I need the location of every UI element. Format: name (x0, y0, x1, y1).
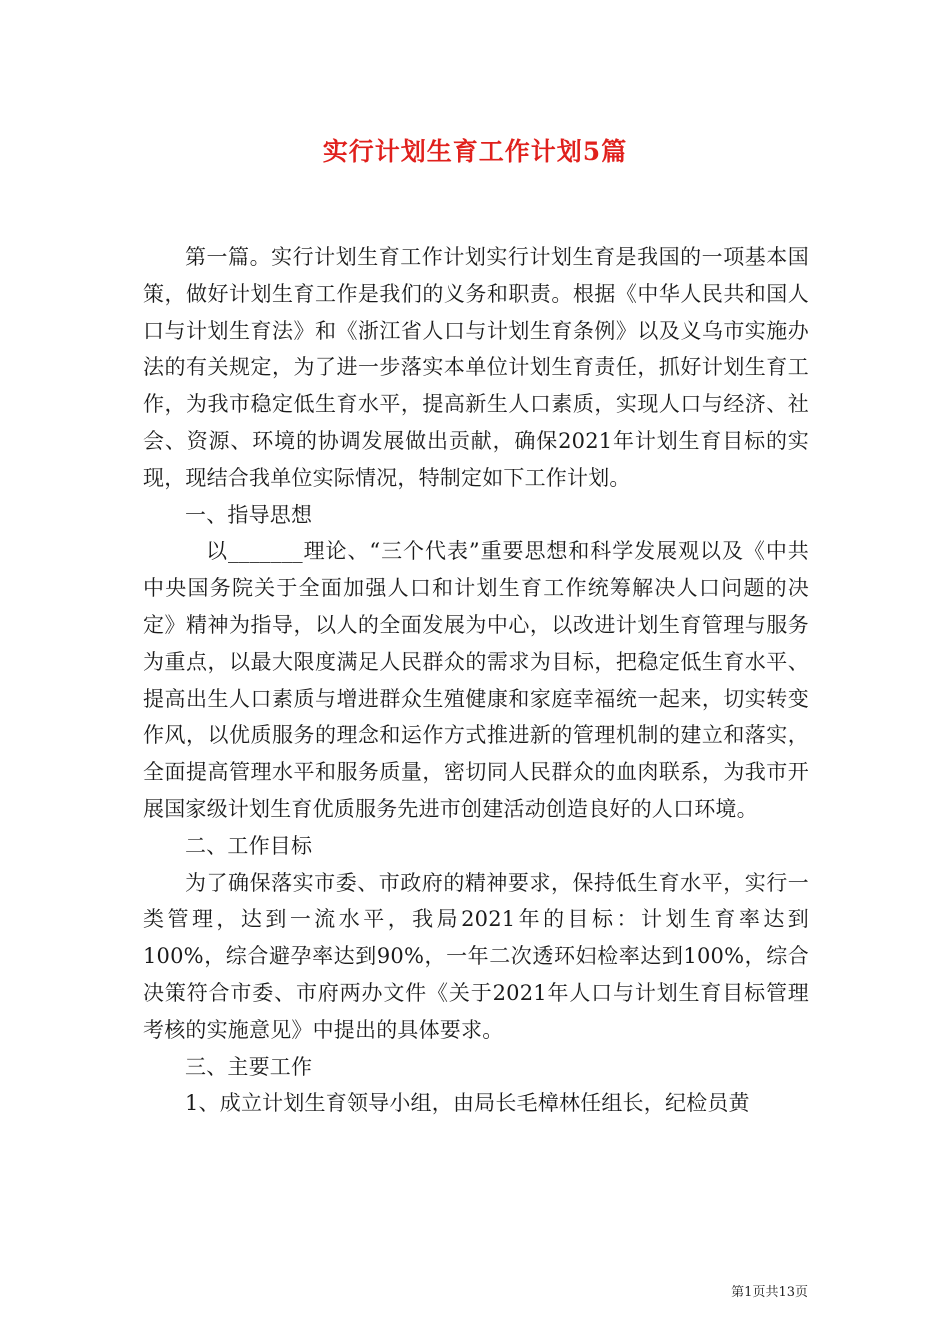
section-heading-3: 三、主要工作 (185, 1054, 313, 1079)
document-body (143, 239, 809, 1122)
document-title: 实行计划生育工作计划5篇 (322, 137, 628, 166)
paragraph-guiding-thought: 以_______理论、“三个代表”重要思想和科学发展观以及《中共中央国务院关于全面加强人口和计划生育工作统筹解决人口问题的决定》精神为指导，以人的全面发展为中心，以改进计划生育管理与服务为重点，以最大限度满足人民群众的需求为目标，把稳定低生育水平、提高出生人口素质与增进群众生殖健康和家庭幸福统一起来，切实转变作风，以优质服务的理念和运作方式推进新的管理机制的建立和落实，全面提高管理水平和服务质量，密切同人民群众的血肉联系，为我市开展国家级计划生育优质服务先进市创建活动创造良好的人口环境。 (143, 539, 809, 821)
paragraph-main-work-1: 1、成立计划生育领导小组，由局长毛樟林任组长，纪检员黄 (185, 1091, 750, 1116)
section-heading-2: 二、工作目标 (185, 833, 313, 858)
paragraph-work-goals: 为了确保落实市委、市政府的精神要求，保持低生育水平，实行一类管理，达到一流水平，我局2021年的目标：计划生育率达到100%，综合避孕率达到90%，一年二次透环妇检率达到100%，综合决策符合市委、市府两办文件《关于2021年人口与计划生育目标管理考核的实施意见》中提出的具体要求。 (143, 870, 809, 1042)
page-number-footer: 第1页共13页 (731, 1285, 808, 1300)
section-heading-1: 一、指导思想 (185, 502, 313, 527)
paragraph-intro: 第一篇。实行计划生育工作计划实行计划生育是我国的一项基本国策，做好计划生育工作是我们的义务和职责。根据《中华人民共和国人口与计划生育法》和《浙江省人口与计划生育条例》以及义乌市实施办法的有关规定，为了进一步落实本单位计划生育责任，抓好计划生育工作，为我市稳定低生育水平，提高新生人口素质，实现人口与经济、社会、资源、环境的协调发展做出贡献，确保2021年计划生育目标的实现，现结合我单位实际情况，特制定如下工作计划。 (143, 245, 809, 490)
